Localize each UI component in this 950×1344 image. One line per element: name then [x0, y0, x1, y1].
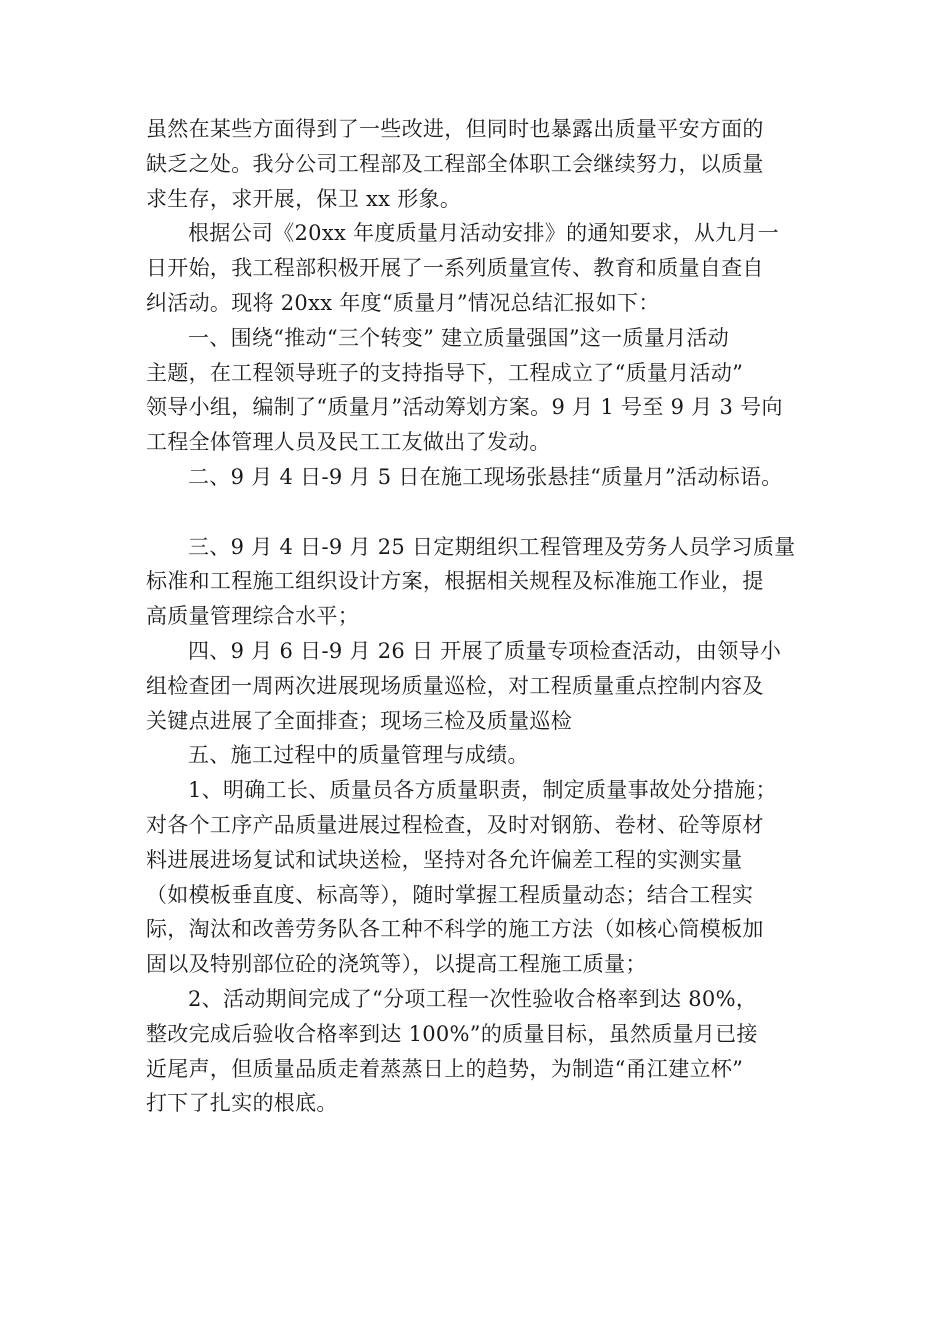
- text-line: 根据公司《20xx 年度质量月活动安排》的通知要求，从九月一: [188, 221, 780, 246]
- text-line: 高质量管理综合水平；: [146, 604, 359, 629]
- text-line: 组检查团一周两次进展现场质量巡检，对工程质量重点控制内容及: [146, 673, 764, 698]
- paragraph-gap: [146, 495, 806, 530]
- text-line: 领导小组，编制了“质量月”活动筹划方案。9 月 1 号至 9 月 3 号向: [146, 395, 783, 420]
- text-line: 1、明确工长、质量员各方质量职责，制定质量事故处分措施；: [188, 778, 777, 803]
- text-line: 纠活动。现将 20xx 年度“质量月”情况总结汇报如下：: [146, 290, 660, 315]
- text-line: 缺乏之处。我分公司工程部及工程部全体职工会继续努力，以质量: [146, 151, 764, 176]
- text-line: 工程全体管理人员及民工工友做出了发动。: [146, 430, 551, 455]
- text-line: 料进展进场复试和试块送检，坚持对各允许偏差工程的实测实量: [146, 847, 743, 872]
- text-line: 一、围绕“推动“三个转变” 建立质量强国”这一质量月活动: [188, 325, 730, 350]
- text-line: （如模板垂直度、标高等），随时掌握工程质量动态；结合工程实: [146, 882, 754, 907]
- text-line: 标准和工程施工组织设计方案，根据相关规程及标准施工作业，提: [146, 569, 764, 594]
- text-line: 关键点进展了全面排查；现场三检及质量巡检: [146, 708, 572, 733]
- text-line: 近尾声，但质量品质走着蒸蒸日上的趋势，为制造“甬江建立杯”: [146, 1056, 744, 1081]
- text-line: 对各个工序产品质量进展过程检查，及时对钢筋、卷材、砼等原材: [146, 812, 764, 837]
- text-line: 五、施工过程中的质量管理与成绩。: [188, 743, 529, 768]
- text-line: 四、9 月 6 日-9 月 26 日 开展了质量专项检查活动，由领导小: [188, 638, 782, 663]
- text-line: 2、活动期间完成了“分项工程一次性验收合格率到达 80%，: [188, 986, 758, 1011]
- text-line: 求生存，求开展，保卫 xx 形象。: [146, 186, 462, 211]
- text-line: 打下了扎实的根底。: [146, 1091, 338, 1116]
- text-line: 整改完成后验收合格率到达 100%”的质量目标，虽然质量月已接: [146, 1021, 758, 1046]
- text-line: 二、9 月 4 日-9 月 5 日在施工现场张悬挂“质量月”活动标语。: [188, 464, 783, 489]
- document-body: [146, 112, 806, 1121]
- text-line: 虽然在某些方面得到了一些改进，但同时也暴露出质量平安方面的: [146, 117, 764, 141]
- text-line: 际，淘汰和改善劳务队各工种不科学的施工方法（如核心筒模板加: [146, 917, 764, 942]
- text-line: 三、9 月 4 日-9 月 25 日定期组织工程管理及劳务人员学习质量: [188, 534, 796, 559]
- text-line: 主题，在工程领导班子的支持指导下，工程成立了“质量月活动”: [146, 360, 744, 385]
- text-line: 固以及特别部位砼的浇筑等），以提高工程施工质量；: [146, 952, 647, 977]
- text-line: 日开始，我工程部积极开展了一系列质量宣传、教育和质量自查自: [146, 256, 764, 281]
